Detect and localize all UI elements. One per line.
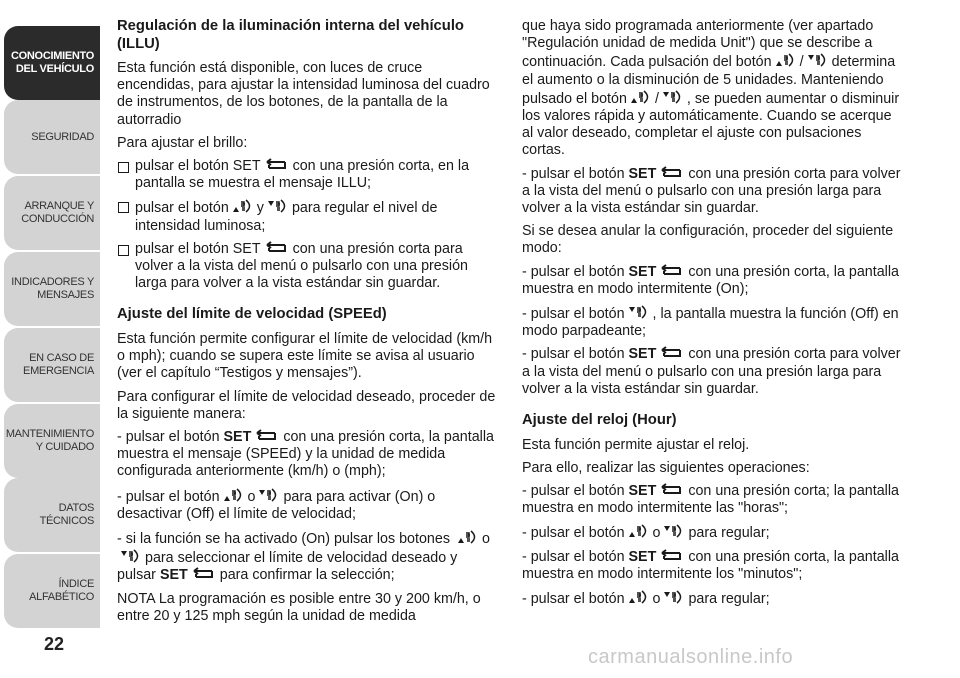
text: para regular; <box>688 525 770 542</box>
tab-conocimiento[interactable] <box>4 26 100 100</box>
text: - si la función se ha activado (On) pulsar los botones <box>117 530 450 547</box>
set-label: SET <box>628 165 657 182</box>
paragraph <box>117 429 497 481</box>
text: o <box>481 530 490 547</box>
text: con una presión corta, en la pantalla se muestra el mensaje ILLU; <box>135 158 470 192</box>
heading-illu: Regulación de la iluminación interna del vehículo (ILLU) <box>117 18 464 52</box>
text: y <box>256 200 264 217</box>
text: con una presión corta, la pantalla muestra en modo intermitente los "minutos"; <box>522 548 899 582</box>
set-label: SET <box>628 263 657 280</box>
arrow-down-icon <box>120 548 142 564</box>
text: con una presión corta; la pantalla muestra en modo intermitente las "horas"; <box>522 482 899 517</box>
set-return-icon <box>264 241 290 255</box>
text: para seleccionar el límite de velocidad deseado y pulsar <box>117 550 458 584</box>
set-return-icon <box>659 264 685 278</box>
text: , la pantalla muestra la función (Off) en modo parpadeante; <box>522 306 899 340</box>
tab-label: ÍNDICE ALFABÉTICO <box>29 578 94 603</box>
set-return-icon <box>659 483 685 497</box>
tab-arranque[interactable] <box>4 176 100 250</box>
chapter-tabs <box>0 0 100 678</box>
tab-datos[interactable] <box>4 478 100 552</box>
text: / <box>799 54 804 71</box>
paragraph: NOTA La programación es posible entre 30 y 200 km/h, o entre 20 y 125 mph según la unidad de medida <box>117 590 481 624</box>
paragraph: Para configurar el límite de velocidad deseado, proceder de la siguiente manera: <box>117 388 496 422</box>
paragraph <box>117 529 497 585</box>
arrow-up-icon <box>457 529 479 545</box>
text: que haya sido programada anteriormente (ver apartado "Regulación unidad de medida Unit") que se describe a continuación. Cada pulsación del botón <box>522 18 874 71</box>
paragraph <box>522 589 902 608</box>
set-return-icon <box>191 567 217 581</box>
set-return-icon <box>659 166 685 180</box>
arrow-up-icon <box>630 89 652 105</box>
text: - pulsar el botón <box>522 346 625 363</box>
heading-speed: Ajuste del límite de velocidad (SPEEd) <box>117 306 387 323</box>
text: para confirmar la selección; <box>219 567 395 584</box>
tab-emergencia[interactable] <box>4 328 100 402</box>
text: o <box>247 488 256 505</box>
paragraph <box>522 523 902 542</box>
right-column <box>522 18 902 614</box>
text: con una presión corta, la pantalla muestra el mensaje (SPEEd) y la unidad de medida configurada anteriormente (km/h) o (mph); <box>117 428 494 480</box>
set-label: SET <box>628 346 657 363</box>
text: para regular; <box>688 590 770 607</box>
paragraph <box>522 264 902 298</box>
tab-label: EN CASO DE EMERGENCIA <box>23 352 94 377</box>
tab-indicadores[interactable] <box>4 252 100 326</box>
set-label: SET <box>159 567 188 584</box>
paragraph <box>117 487 497 523</box>
list-item <box>117 158 497 192</box>
set-label: SET <box>223 428 252 445</box>
paragraph: Para ello, realizar las siguientes operaciones: <box>522 459 810 476</box>
paragraph: Esta función permite ajustar el reloj. <box>522 436 750 453</box>
tab-label: INDICADORES Y MENSAJES <box>11 276 94 301</box>
set-return-icon <box>254 429 280 443</box>
tab-label: DATOS TÉCNICOS <box>39 502 94 527</box>
set-return-icon <box>659 549 685 563</box>
text: con una presión corta para volver a la vista del menú o pulsarlo con una presión larga para volver a la vista estándar sin guardar. <box>522 346 901 397</box>
paragraph <box>522 549 902 583</box>
arrow-down-icon <box>258 487 280 503</box>
text: para regular el nivel de intensidad luminosa; <box>135 200 438 234</box>
text: / <box>654 90 659 107</box>
text: - pulsar el botón <box>522 306 625 323</box>
paragraph <box>522 166 902 218</box>
tab-label: ARRANQUE Y CONDUCCIÓN <box>21 200 94 225</box>
text: con una presión corta para volver a la vista del menú o pulsarlo con una presión larga para volver a la vista estándar sin guardar. <box>135 240 468 292</box>
set-return-icon <box>264 158 290 172</box>
paragraph: Esta función está disponible, con luces de cruce encendidas, para ajustar la intensidad luminosa del cuadro de instrumentos, de los botones, de la pantalla de la autorradio <box>117 60 490 128</box>
tab-mantenimiento[interactable] <box>4 404 100 478</box>
text: pulsar el botón <box>135 200 229 217</box>
set-label: SET <box>628 548 657 565</box>
tab-label: MANTENIMIENTO Y CUIDADO <box>5 428 94 453</box>
tab-seguridad[interactable] <box>4 100 100 174</box>
tab-indice[interactable] <box>4 554 100 628</box>
text: con una presión corta para volver a la vista del menú o pulsarlo con una presión larga para volver a la vista estándar sin guardar. <box>522 165 901 217</box>
paragraph <box>522 18 902 160</box>
text: - pulsar el botón <box>522 263 625 280</box>
tab-label: CONOCIMIENTO DEL VEHÍCULO <box>11 50 94 75</box>
arrow-up-icon <box>628 523 650 539</box>
tab-label: SEGURIDAD <box>31 130 94 143</box>
paragraph: Esta función permite configurar el límite de velocidad (km/h o mph); cuando se supera este límite se avisa al usuario (ver el capítulo “Testigos y mensajes”). <box>117 330 493 382</box>
text: para para activar (On) o desactivar (Off) el límite de velocidad; <box>117 488 436 522</box>
set-return-icon <box>659 346 685 360</box>
text: determina el aumento o la disminución de 5 unidades. Manteniendo pulsado el botón <box>522 54 896 107</box>
text: pulsar el botón SET <box>135 158 261 175</box>
paragraph: Para ajustar el brillo: <box>117 134 248 151</box>
text: - pulsar el botón <box>522 590 625 607</box>
paragraph <box>522 483 902 517</box>
text: pulsar el botón SET <box>135 240 261 257</box>
text: - pulsar el botón <box>522 548 625 565</box>
text: - pulsar el botón <box>522 525 625 542</box>
watermark: carmanualsonline.info <box>588 646 794 668</box>
left-column <box>117 18 497 631</box>
arrow-up-icon <box>232 198 254 214</box>
text: o <box>652 525 661 542</box>
arrow-down-icon <box>807 52 829 68</box>
arrow-down-icon <box>662 89 684 105</box>
page-number: 22 <box>44 634 65 654</box>
paragraph <box>522 304 902 340</box>
arrow-up-icon <box>628 589 650 605</box>
list-item <box>117 241 497 293</box>
arrow-down-icon <box>663 589 685 605</box>
paragraph: Si se desea anular la configuración, proceder del siguiente modo: <box>522 223 894 257</box>
arrow-down-icon <box>267 198 289 214</box>
arrow-up-icon <box>775 52 797 68</box>
text: con una presión corta, la pantalla muestra en modo intermitente (On); <box>522 263 899 297</box>
arrow-up-icon <box>223 487 245 503</box>
text: - pulsar el botón <box>117 488 220 505</box>
arrow-down-icon <box>663 523 685 539</box>
heading-hour: Ajuste del reloj (Hour) <box>522 412 677 429</box>
paragraph <box>522 346 902 398</box>
text: o <box>652 590 661 607</box>
arrow-down-icon <box>628 304 650 320</box>
set-label: SET <box>628 482 657 499</box>
text: - pulsar el botón <box>522 165 625 182</box>
text: , se pueden aumentar o disminuir los valores rápida y automáticamente. Cuando se acerque al valor deseado, completar el ajuste con pulsaciones cortas. <box>522 90 900 159</box>
text: - pulsar el botón <box>522 482 625 499</box>
list-item <box>117 198 497 234</box>
text: - pulsar el botón <box>117 428 220 445</box>
